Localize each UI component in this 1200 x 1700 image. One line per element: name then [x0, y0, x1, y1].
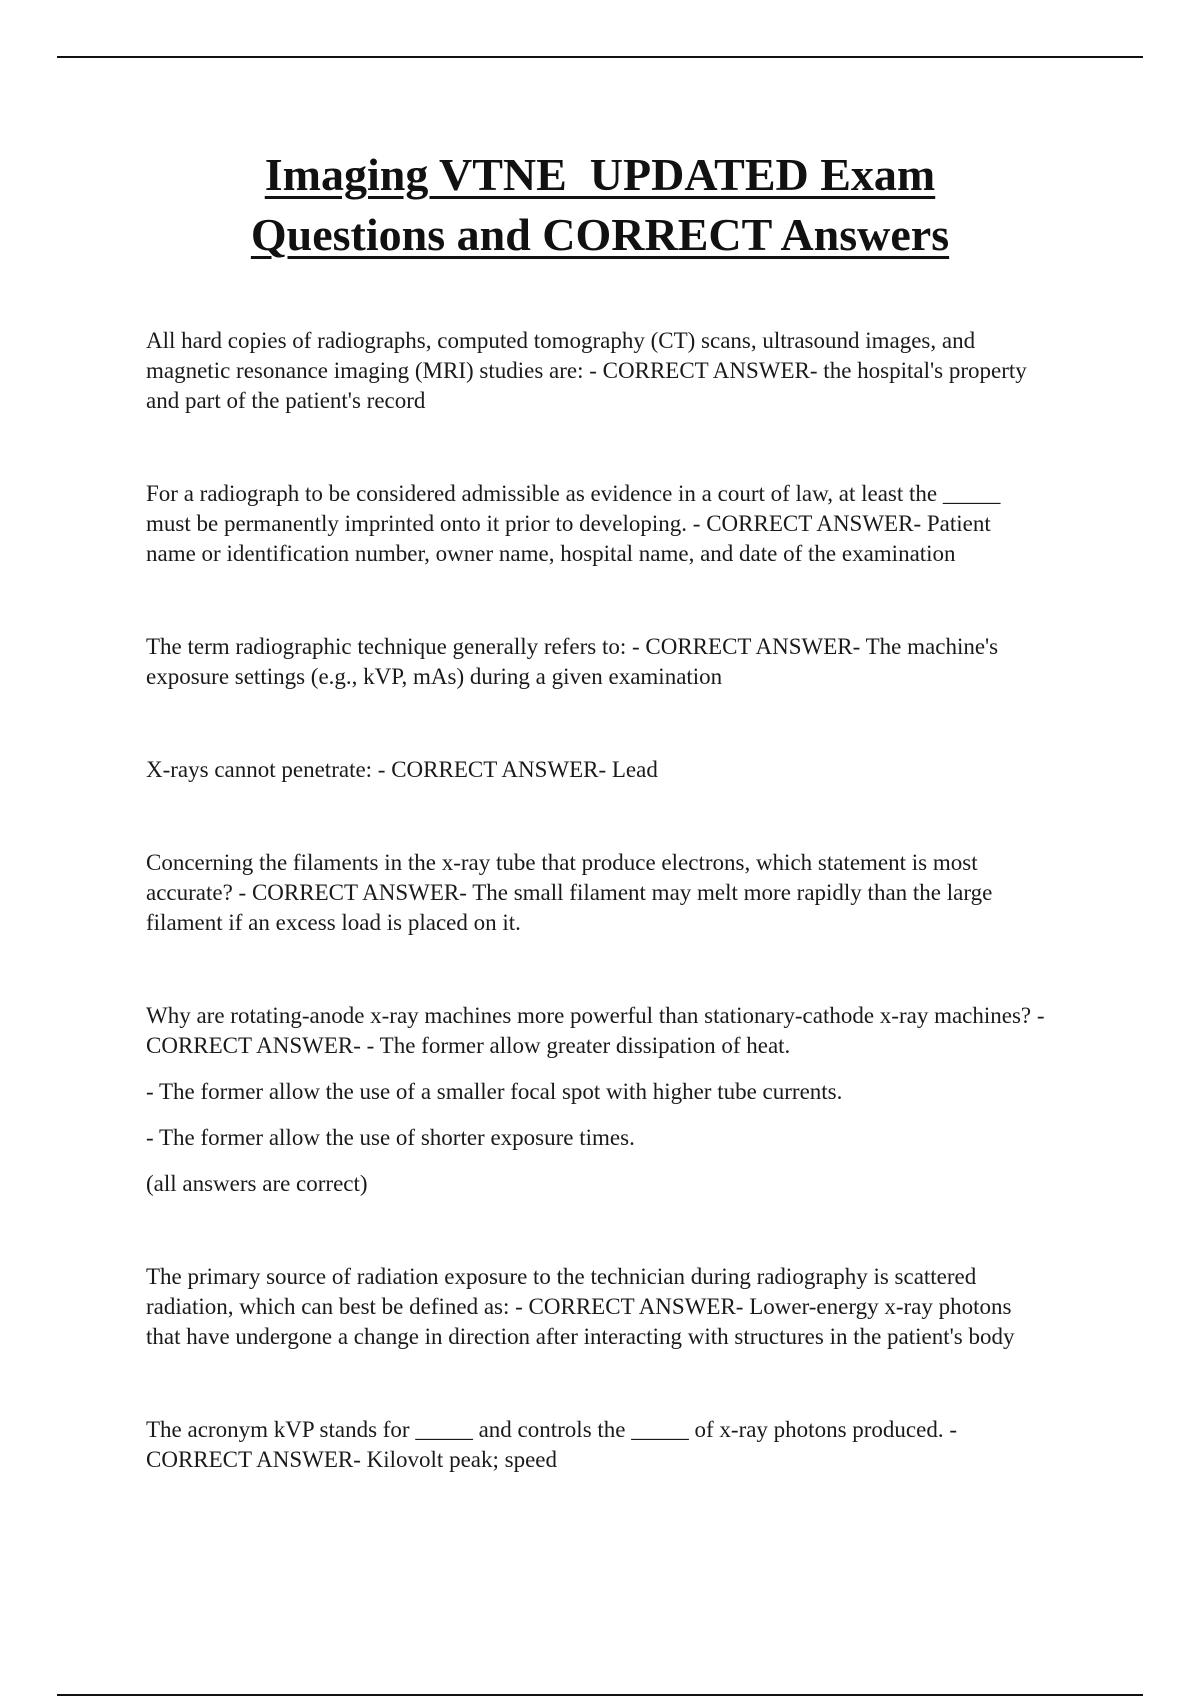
qa-item-5	[146, 848, 1046, 938]
qa-answer-line: - The former allow the use of a smaller focal spot with higher tube currents.	[146, 1079, 843, 1104]
document-title	[0, 145, 1200, 265]
title-line-1: Imaging VTNE UPDATED Exam	[264, 149, 936, 200]
qa-text: The acronym kVP stands for _____ and controls the _____ of x-ray photons produced. - CORRECT ANSWER- Kilovolt peak; speed	[146, 1417, 958, 1472]
qa-list	[146, 326, 1046, 1538]
qa-text: The term radiographic technique generally refers to: - CORRECT ANSWER- The machine's exposure settings (e.g., kVP, mAs) during a given examination	[146, 634, 999, 689]
qa-answer-line: (all answers are correct)	[146, 1171, 368, 1196]
qa-item-2	[146, 479, 1046, 569]
qa-text: X-rays cannot penetrate: - CORRECT ANSWER- Lead	[146, 757, 658, 782]
bottom-rule	[57, 1694, 1143, 1696]
qa-text: Concerning the filaments in the x-ray tube that produce electrons, which statement is most accurate? - CORRECT ANSWER- The small filament may melt more rapidly than the large filament if an excess load is placed on it.	[146, 850, 993, 935]
title-line-2: Questions and CORRECT Answers	[250, 209, 950, 260]
qa-answer-line: - The former allow the use of shorter exposure times.	[146, 1125, 635, 1150]
qa-item-3	[146, 632, 1046, 692]
qa-text: Why are rotating-anode x-ray machines more powerful than stationary-cathode x-ray machines? - CORRECT ANSWER- - The former allow greater dissipation of heat.	[146, 1003, 1045, 1058]
qa-item-1	[146, 326, 1046, 416]
qa-item-4	[146, 755, 1046, 785]
qa-item-7	[146, 1262, 1046, 1352]
top-rule	[57, 56, 1143, 58]
qa-text: For a radiograph to be considered admissible as evidence in a court of law, at least the _____ must be permanently imprinted onto it prior to developing. - CORRECT ANSWER- Patient name or identification number, owner name, hospital name, and date of the examination	[146, 481, 1001, 566]
qa-item-6	[146, 1001, 1046, 1199]
qa-text: The primary source of radiation exposure to the technician during radiography is scattered radiation, which can best be defined as: - CORRECT ANSWER- Lower-energy x-ray photons that have undergone a change in direction after interacting with structures in the patient's body	[146, 1264, 1015, 1349]
qa-text: All hard copies of radiographs, computed tomography (CT) scans, ultrasound images, and magnetic resonance imaging (MRI) studies are: - CORRECT ANSWER- the hospital's property and part of the patient's record	[146, 328, 1027, 413]
qa-item-8	[146, 1415, 1046, 1475]
